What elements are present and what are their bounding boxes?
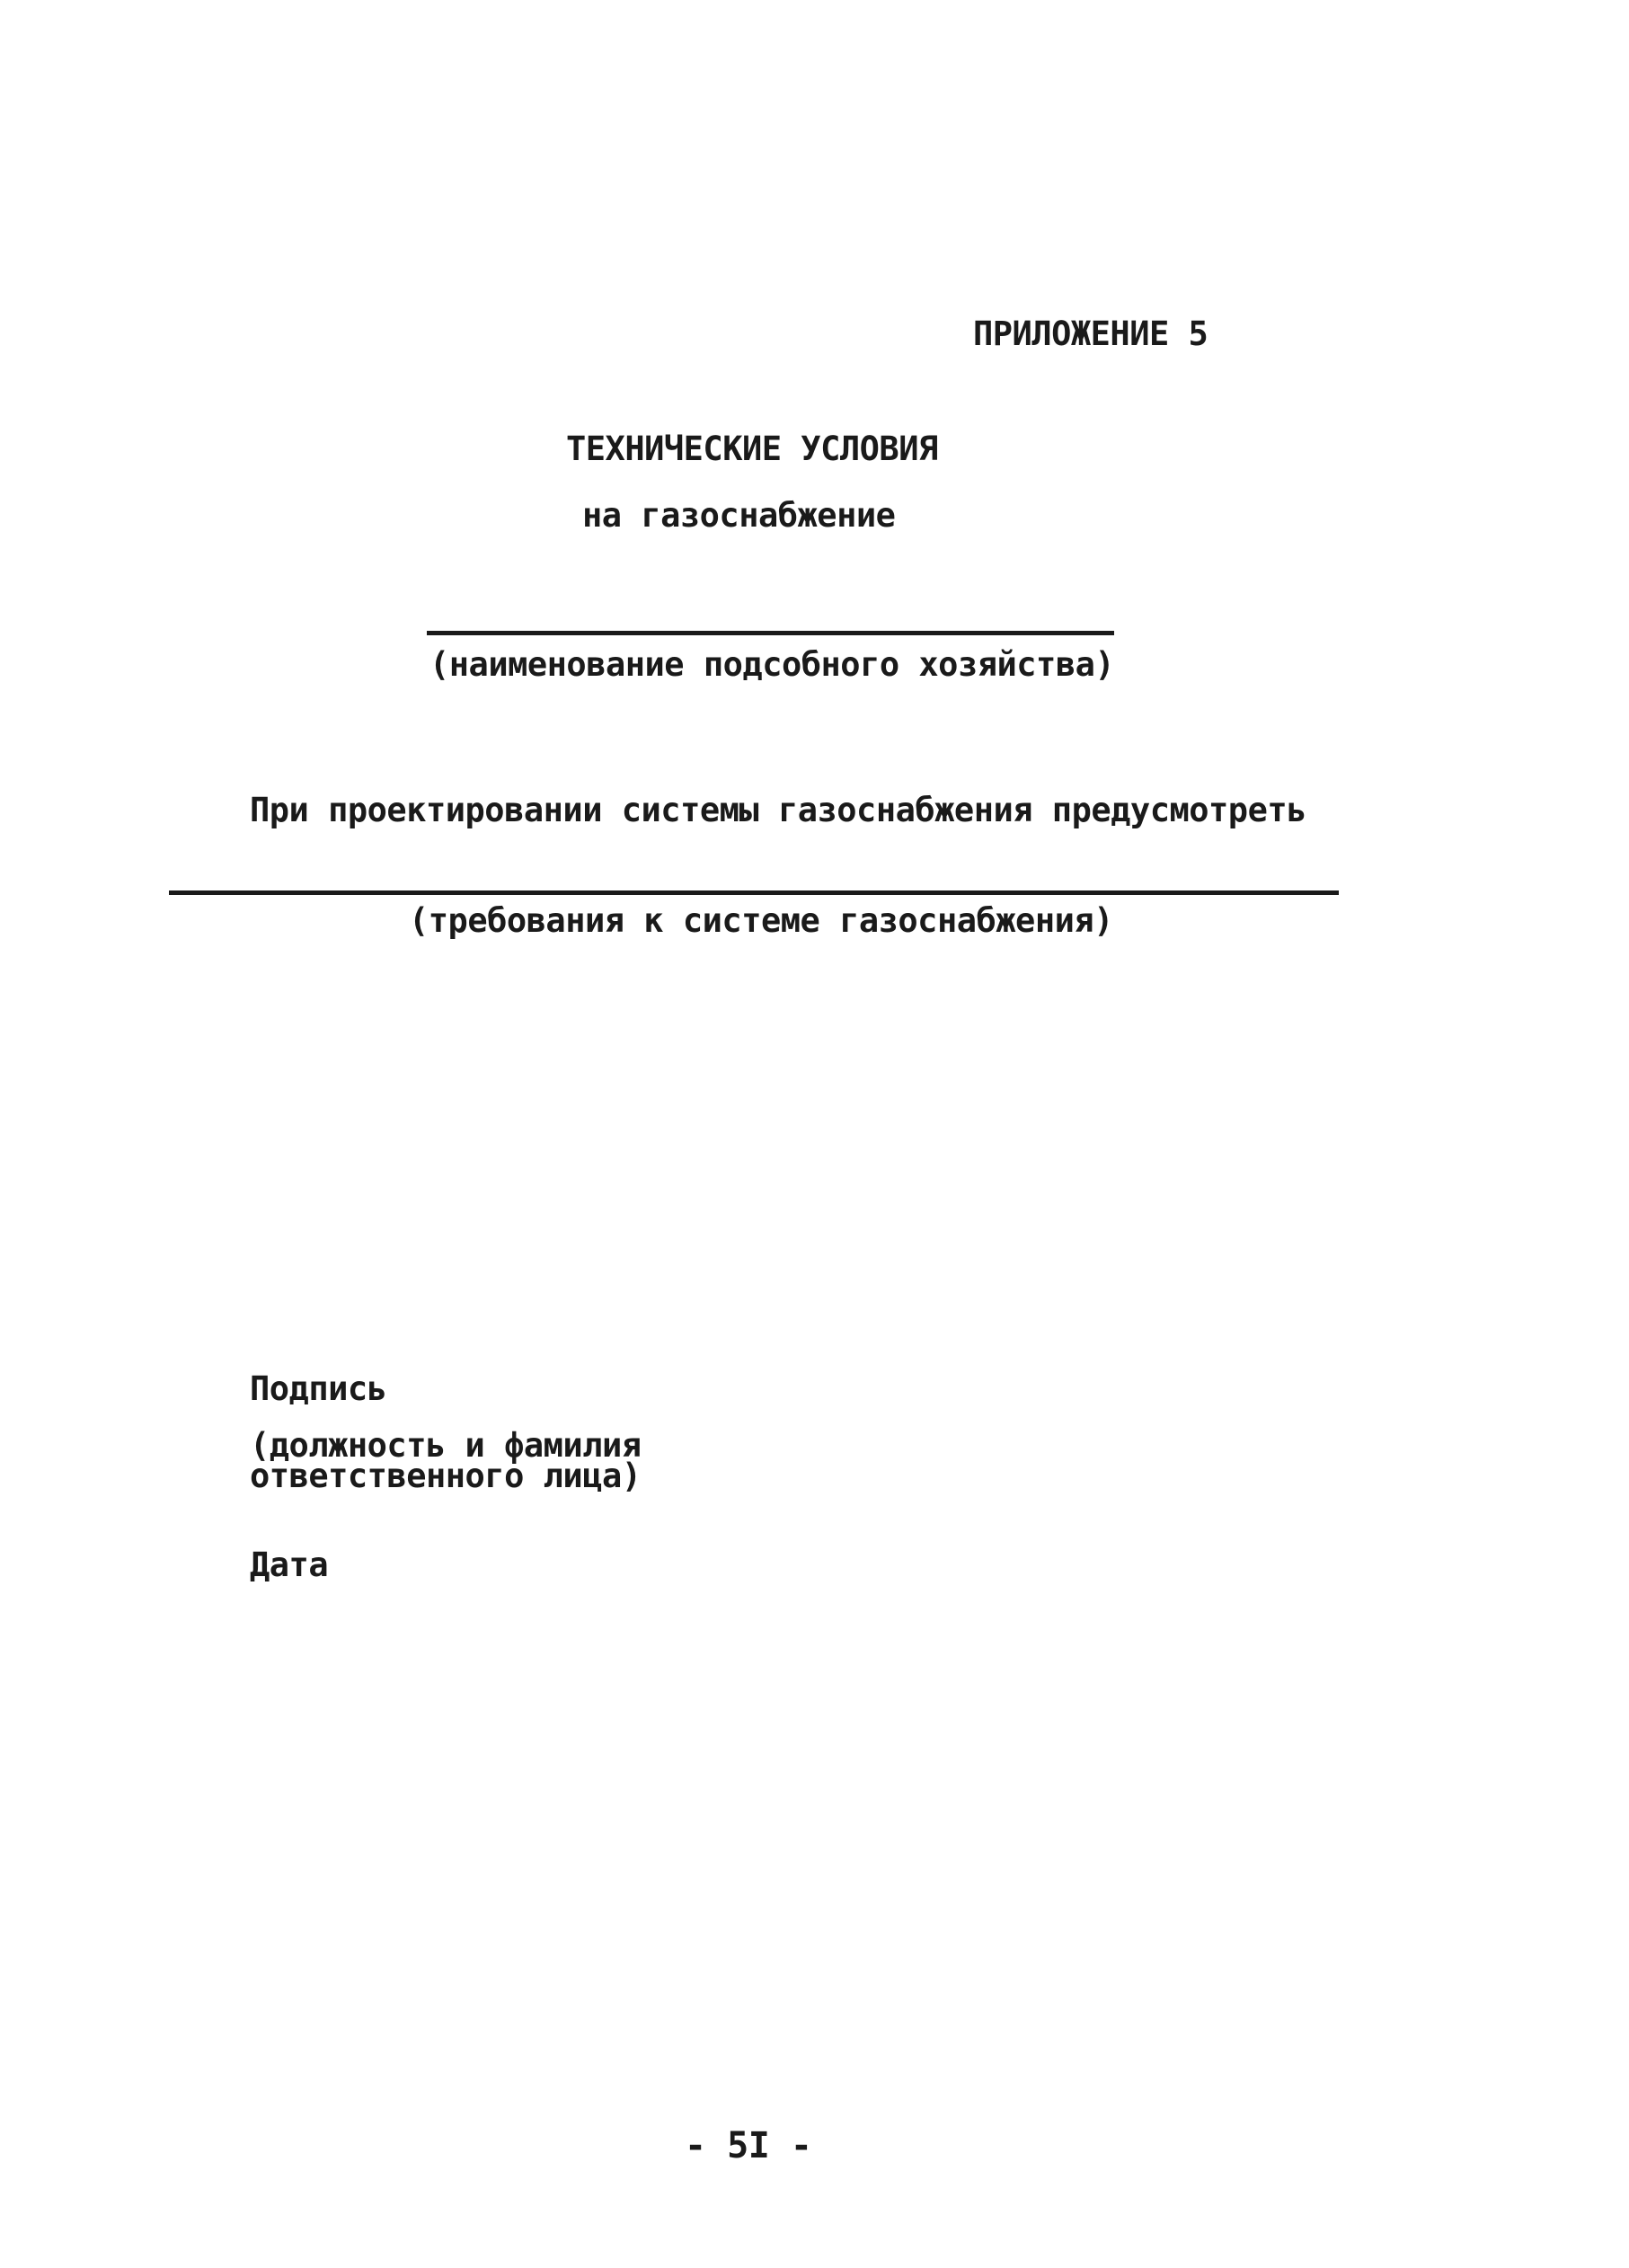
requirements-blank-line <box>169 890 1339 895</box>
page-number: - 5I - <box>685 2125 812 2166</box>
signature-caption-line-1: (должность и фамилия <box>250 1426 642 1465</box>
farm-name-caption: (наименование подсобного хозяйства) <box>429 645 1115 684</box>
date-label: Дата <box>250 1546 329 1584</box>
requirements-caption: (требования к системе газоснабжения) <box>409 901 1113 940</box>
signature-label: Подпись <box>250 1369 387 1408</box>
farm-name-blank-line <box>427 631 1114 635</box>
document-title: ТЕХНИЧЕСКИЕ УСЛОВИЯ <box>566 430 938 468</box>
requirements-intro: При проектировании системы газоснабжения предусмотреть <box>250 791 1306 829</box>
appendix-number: ПРИЛОЖЕНИЕ 5 <box>973 315 1208 353</box>
document-subtitle: на газоснабжение <box>582 496 896 535</box>
signature-caption <box>250 1426 642 1495</box>
signature-caption-line-2: ответственного лица) <box>250 1457 642 1495</box>
